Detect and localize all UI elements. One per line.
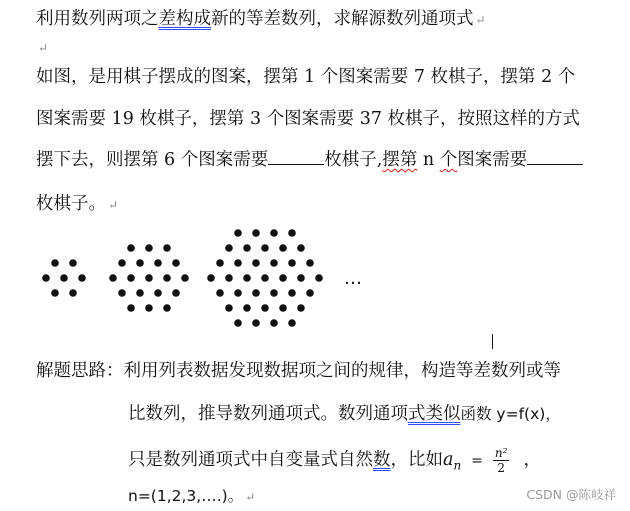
chess-piece-dot: [207, 274, 215, 282]
chess-piece-dot: [288, 259, 296, 267]
chess-piece-dot: [69, 259, 77, 267]
heading-grammar-mark: 差构成: [158, 9, 211, 29]
formula-a: a: [443, 450, 454, 470]
answer-blank-1[interactable]: [268, 150, 324, 165]
chess-piece-dot: [163, 304, 171, 312]
chess-piece-dot: [297, 274, 305, 282]
chess-piece-dot: [163, 244, 171, 252]
chess-piece-dot: [234, 259, 242, 267]
chess-piece-dot: [252, 319, 260, 327]
chess-piece-dot: [243, 274, 251, 282]
solution-line-4-text: n=(1,2,3,….)。: [128, 487, 244, 505]
chess-piece-dot: [172, 259, 180, 267]
chess-piece-dot: [51, 289, 59, 297]
problem-line-3-n: n: [417, 150, 440, 170]
chess-piece-dot: [252, 229, 260, 237]
problem-line-3-mid: 枚棋子,: [324, 150, 383, 170]
chess-piece-dot: [261, 244, 269, 252]
chess-piece-dot: [243, 304, 251, 312]
solution-line-3-biru: ，比如: [390, 450, 443, 470]
formula-comma: ，: [523, 450, 541, 470]
solution-line-2-mark: 式类似: [408, 404, 461, 424]
chess-piece-dot: [78, 274, 86, 282]
chess-piece-dot: [136, 289, 144, 297]
solution-line-3-mark: 数: [373, 450, 391, 470]
pattern-3: [207, 229, 323, 327]
chess-piece-dot: [127, 274, 135, 282]
problem-line-4-text: 枚棋子。: [36, 194, 106, 214]
paragraph-mark-icon: ↵: [245, 490, 256, 504]
formula-equals: =: [471, 453, 483, 469]
solution-line-1-text: 利用列表数据发现数据项之间的规律，构造等差数列或等: [123, 361, 561, 381]
chess-piece-dot: [288, 229, 296, 237]
chess-piece-dot: [136, 259, 144, 267]
heading-part-2: 新的等差数列，求解源数列通项式: [211, 9, 474, 29]
answer-blank-2[interactable]: [527, 150, 583, 165]
chess-piece-dot: [109, 274, 117, 282]
chess-piece-dot: [127, 304, 135, 312]
solution-line-3-start: 只是数列通项式中自变量式自然: [128, 450, 373, 470]
chess-piece-dot: [225, 304, 233, 312]
solution-label: 解题思路：: [36, 361, 124, 381]
problem-line-3: [36, 149, 583, 171]
chess-piece-dot: [216, 289, 224, 297]
heading: [36, 8, 486, 31]
pattern-1: [42, 259, 86, 297]
problem-line-2: 图案需要 19 枚棋子，摆第 3 个图案需要 37 枚棋子，按照这样的方式: [36, 109, 581, 129]
chess-piece-dot: [154, 259, 162, 267]
formula-fraction: [493, 446, 510, 475]
chess-piece-dot: [270, 319, 278, 327]
paragraph-mark-icon: ↵: [108, 198, 119, 212]
chess-piece-dot: [270, 229, 278, 237]
chess-piece-dot: [145, 244, 153, 252]
formula-numerator: n²: [494, 446, 508, 460]
chess-piece-dot: [234, 319, 242, 327]
solution-line-3: [128, 446, 541, 477]
solution-line-1: [36, 360, 561, 382]
chess-piece-dot: [145, 274, 153, 282]
csdn-watermark: CSDN @陈岐祥: [526, 487, 616, 502]
chess-piece-dot: [69, 289, 77, 297]
problem-line-3-start: 摆下去，则摆第 6 个图案需要: [36, 150, 269, 170]
chess-piece-dot: [225, 244, 233, 252]
chess-piece-dot: [270, 289, 278, 297]
chess-piece-figure: [36, 222, 396, 334]
text-cursor: [492, 334, 493, 349]
chess-piece-dot: [270, 259, 278, 267]
chess-piece-dot: [234, 229, 242, 237]
chess-piece-dot: [60, 274, 68, 282]
solution-line-2-func: 函数 y=f(x)，: [460, 405, 561, 423]
chess-piece-dot: [234, 289, 242, 297]
problem-line-3-underlined: 摆第: [382, 150, 418, 170]
empty-paragraph: [36, 36, 48, 59]
chess-piece-dot: [306, 289, 314, 297]
chess-piece-dot: [261, 274, 269, 282]
chess-piece-dot: [163, 274, 171, 282]
problem-line-1: 如图，是用棋子摆成的图案，摆第 1 个图案需要 7 枚棋子，摆第 2 个: [36, 67, 576, 87]
chess-piece-dot: [243, 244, 251, 252]
continuation-ellipsis: …: [344, 268, 362, 289]
formula-sub-n: n: [453, 458, 462, 473]
chess-piece-dot: [127, 244, 135, 252]
solution-line-2-start: 比数列，推导数列通项式。数列通项: [128, 404, 408, 424]
chess-piece-dot: [145, 304, 153, 312]
chess-piece-dot: [315, 274, 323, 282]
problem-line-3-tail: 图案需要: [457, 150, 528, 170]
chess-piece-dot: [279, 274, 287, 282]
chess-piece-dot: [252, 289, 260, 297]
chess-piece-dot: [51, 259, 59, 267]
solution-line-4: [128, 485, 255, 508]
chess-piece-dot: [118, 289, 126, 297]
chess-piece-dot: [118, 259, 126, 267]
chess-piece-dot: [252, 259, 260, 267]
pattern-2: [109, 244, 189, 312]
problem-line-3-ge: 个: [439, 150, 458, 170]
chess-piece-dot: [279, 244, 287, 252]
chess-piece-dot: [42, 274, 50, 282]
chess-piece-dot: [288, 289, 296, 297]
formula-denominator: 2: [497, 461, 505, 475]
chess-piece-dot: [306, 259, 314, 267]
chess-piece-dot: [279, 304, 287, 312]
chess-piece-dot: [288, 319, 296, 327]
chess-piece-dot: [216, 259, 224, 267]
chess-piece-dot: [172, 289, 180, 297]
chess-piece-dot: [297, 244, 305, 252]
paragraph-mark-icon: ↵: [475, 13, 486, 27]
problem-line-4: [36, 193, 118, 216]
chess-piece-dot: [181, 274, 189, 282]
paragraph-mark-icon: ↵: [38, 41, 49, 55]
chess-piece-dot: [225, 274, 233, 282]
heading-part-1: 利用数列两项之: [36, 9, 159, 29]
chess-piece-dot: [261, 304, 269, 312]
chess-piece-dot: [154, 289, 162, 297]
solution-line-2: [128, 403, 561, 425]
chess-piece-dot: [297, 304, 305, 312]
